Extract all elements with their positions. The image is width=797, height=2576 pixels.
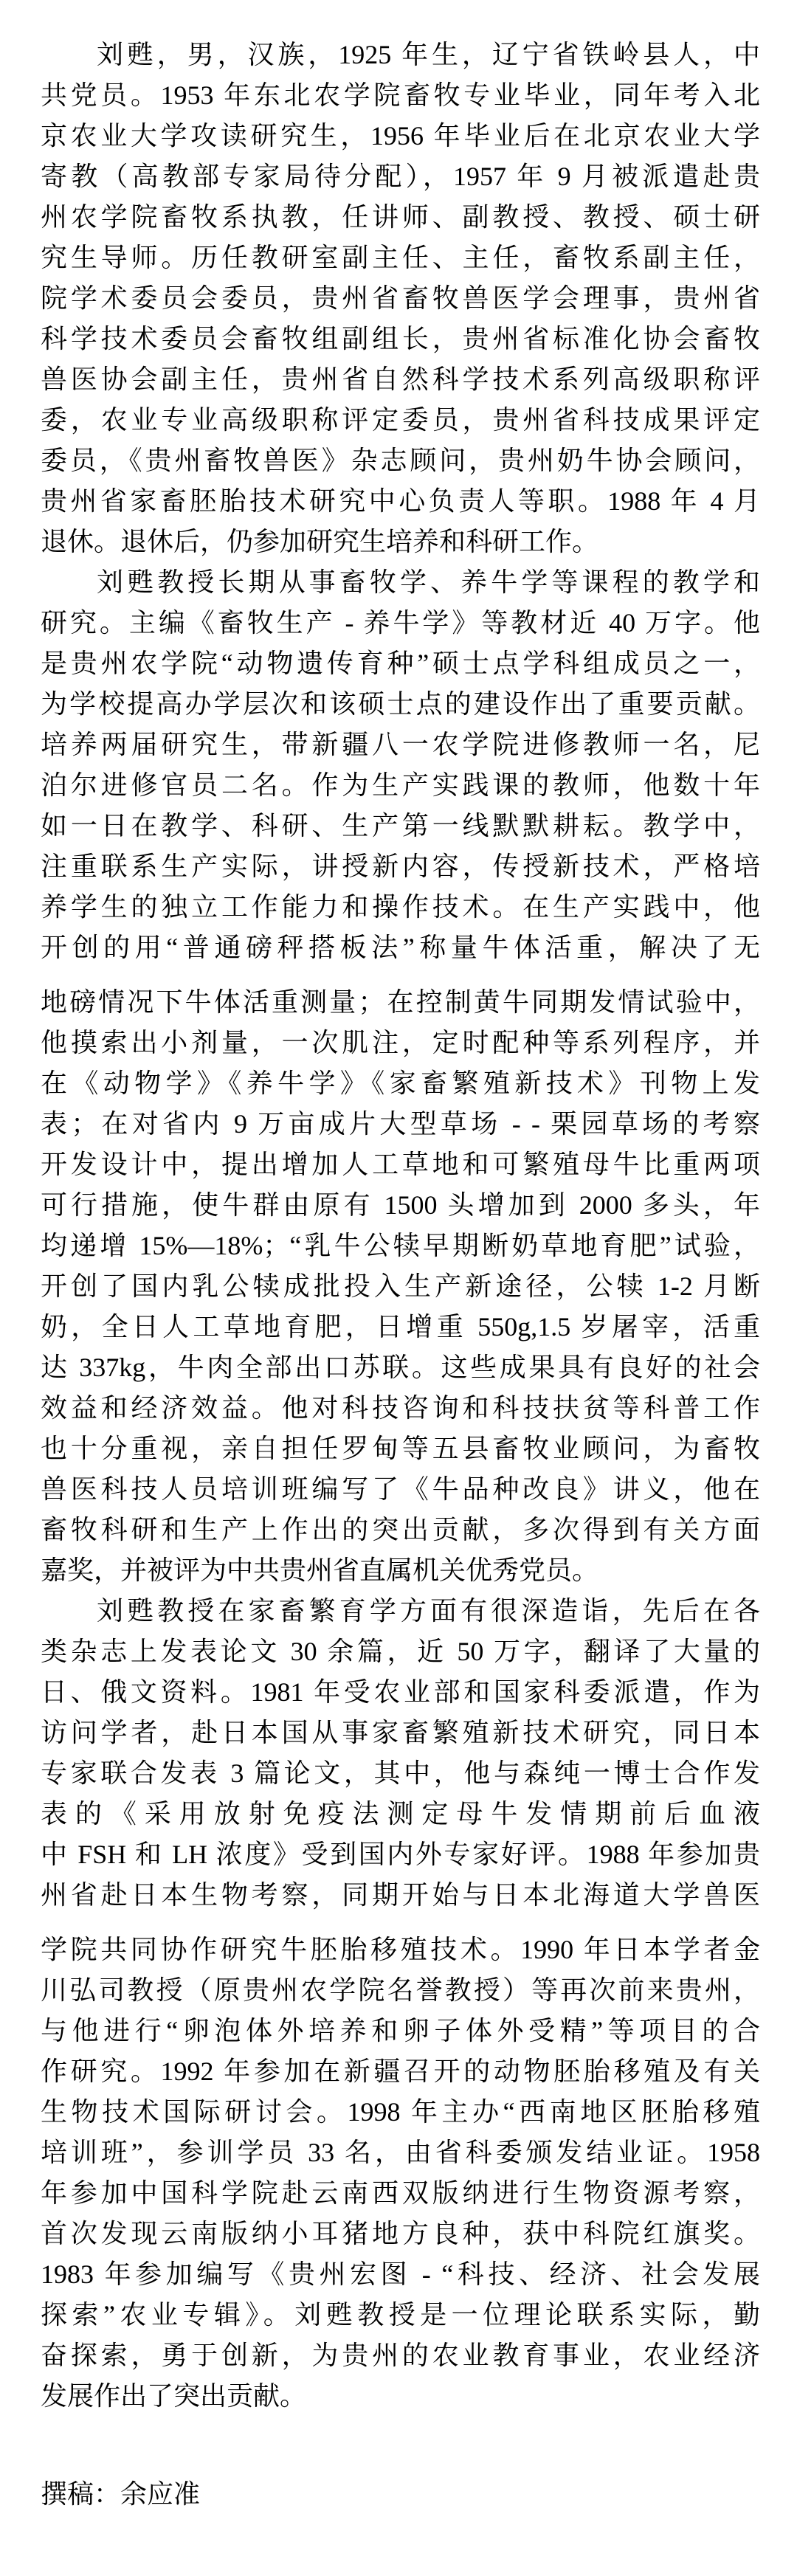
text-line: 科学技术委员会畜牧组副组长，贵州省标准化协会畜牧 — [41, 324, 760, 353]
text-line: 表的《采用放射免疫法测定母牛发情期前后血液 — [41, 1799, 760, 1829]
text-line: 他摸索出小剂量，一次肌注，定时配种等系列程序，并 — [41, 1028, 760, 1057]
text-line: 泊尔进修官员二名。作为生产实践课的教师，他数十年 — [41, 770, 760, 800]
text-line: 京农业大学攻读研究生，1956 年毕业后在北京农业大学 — [41, 121, 760, 151]
text-line: 养学生的独立工作能力和操作技术。在生产实践中，他 — [41, 892, 760, 922]
text-line: 作研究。1992 年参加在新疆召开的动物胚胎移殖及有关 — [41, 2057, 760, 2086]
text-line: 培养两届研究生，带新疆八一农学院进修教师一名，尼 — [41, 730, 760, 759]
text-line: 开创的用“普通磅秤搭板法”称量牛体活重，解决了无 — [41, 933, 760, 962]
text-line: 培训班”，参训学员 33 名，由省科委颁发结业证。1958 — [41, 2138, 760, 2167]
text-line: 开发设计中，提出增加人工草地和可繁殖母牛比重两项 — [41, 1150, 760, 1179]
text-line: 委员，《贵州畜牧兽医》杂志顾问，贵州奶牛协会顾问， — [41, 446, 760, 475]
text-line: 研究。主编《畜牧生产 - 养牛学》等教材近 40 万字。他 — [41, 608, 760, 638]
text-line: 地磅情况下牛体活重测量；在控制黄牛同期发情试验中， — [41, 987, 760, 1017]
text-line: 在《动物学》《养牛学》《家畜繁殖新技术》刊物上发 — [41, 1068, 760, 1098]
text-line: 也十分重视，亲自担任罗甸等五县畜牧业顾问，为畜牧 — [41, 1434, 760, 1463]
text-line: 如一日在教学、科研、生产第一线默默耕耘。教学中， — [41, 811, 760, 840]
text-line: 日、俄文资料。1981 年受农业部和国家科委派遣，作为 — [41, 1677, 760, 1707]
text-line: 共党员。1953 年东北农学院畜牧专业毕业，同年考入北 — [41, 80, 760, 110]
text-line: 探索”农业专辑》。刘甦教授是一位理论联系实际，勤 — [41, 2300, 760, 2330]
text-line: 奶，全日人工草地育肥，日增重 550g,1.5 岁屠宰，活重 — [41, 1312, 760, 1341]
text-line: 院学术委员会委员，贵州省畜牧兽医学会理事，贵州省 — [41, 283, 760, 313]
text-line: 川弘司教授（原贵州农学院名誉教授）等再次前来贵州， — [41, 1975, 760, 2005]
text-line: 开创了国内乳公犊成批投入生产新途径，公犊 1-2 月断 — [41, 1271, 760, 1301]
text-line: 为学校提高办学层次和该硕士点的建设作出了重要贡献。 — [41, 689, 760, 719]
text-line: 中 FSH 和 LH 浓度》受到国内外专家好评。1988 年参加贵 — [41, 1840, 760, 1869]
text-line: 奋探索，勇于创新，为贵州的农业教育事业，农业经济 — [41, 2341, 760, 2370]
text-line: 可行措施，使牛群由原有 1500 头增加到 2000 多头，年 — [41, 1190, 760, 1220]
text-line: 学院共同协作研究牛胚胎移殖技术。1990 年日本学者金 — [41, 1935, 760, 1964]
text-line: 兽医科技人员培训班编写了《牛品种改良》讲义，他在 — [41, 1474, 760, 1504]
text-line: 首次发现云南版纳小耳猪地方良种，获中科院红旗奖。 — [41, 2219, 760, 2248]
text-line: 刘甦，男，汉族，1925 年生，辽宁省铁岭县人，中 — [97, 40, 760, 69]
text-line: 究生导师。历任教研室副主任、主任，畜牧系副主任， — [41, 243, 760, 272]
text-line: 达 337kg，牛肉全部出口苏联。这些成果具有良好的社会 — [41, 1353, 760, 1382]
text-line: 年参加中国科学院赴云南西双版纳进行生物资源考察， — [41, 2178, 760, 2208]
text-line: 州农学院畜牧系执教，任讲师、副教授、教授、硕士研 — [41, 202, 760, 232]
text-line: 表；在对省内 9 万亩成片大型草场 - - 栗园草场的考察 — [41, 1109, 760, 1139]
text-line: 是贵州农学院“动物遗传育种”硕士点学科组成员之一， — [41, 649, 760, 678]
text-line: 畜牧科研和生产上作出的突出贡献，多次得到有关方面 — [41, 1515, 760, 1544]
text-line: 发展作出了突出贡献。 — [41, 2381, 307, 2411]
text-line: 生物技术国际研讨会。1998 年主办“西南地区胚胎移殖 — [41, 2097, 760, 2127]
text-line: 访问学者，赴日本国从事家畜繁殖新技术研究，同日本 — [41, 1718, 760, 1747]
text-line: 与他进行“卵泡体外培养和卵子体外受精”等项目的合 — [41, 2016, 760, 2045]
text-line: 均递增 15%—18%；“乳牛公犊早期断奶草地育肥”试验， — [41, 1231, 760, 1260]
text-line: 专家联合发表 3 篇论文，其中，他与森纯一博士合作发 — [41, 1758, 760, 1788]
text-line: 刘甦教授长期从事畜牧学、养牛学等课程的教学和 — [97, 567, 760, 597]
byline: 撰稿：余应准 — [41, 2479, 201, 2509]
text-line: 注重联系生产实际，讲授新内容，传授新技术，严格培 — [41, 852, 760, 881]
text-line: 寄教（高教部专家局待分配），1957 年 9 月被派遣赴贵 — [41, 162, 760, 191]
text-line: 嘉奖，并被评为中共贵州省直属机关优秀党员。 — [41, 1555, 599, 1585]
text-line: 委，农业专业高级职称评定委员，贵州省科技成果评定 — [41, 405, 760, 435]
text-line: 贵州省家畜胚胎技术研究中心负责人等职。1988 年 4 月 — [41, 486, 760, 516]
text-line: 兽医协会副主任，贵州省自然科学技术系列高级职称评 — [41, 365, 760, 394]
text-line: 效益和经济效益。他对科技咨询和科技扶贫等科普工作 — [41, 1393, 760, 1423]
document-body — [41, 35, 760, 2417]
text-line: 退休。退休后，仍参加研究生培养和科研工作。 — [41, 527, 599, 556]
text-line: 类杂志上发表论文 30 余篇，近 50 万字，翻译了大量的 — [41, 1637, 760, 1666]
text-line: 州省赴日本生物考察，同期开始与日本北海道大学兽医 — [41, 1880, 760, 1910]
text-line: 1983 年参加编写《贵州宏图 - “科技、经济、社会发展 — [41, 2259, 760, 2289]
text-line: 刘甦教授在家畜繁育学方面有很深造诣，先后在各 — [97, 1596, 760, 1626]
